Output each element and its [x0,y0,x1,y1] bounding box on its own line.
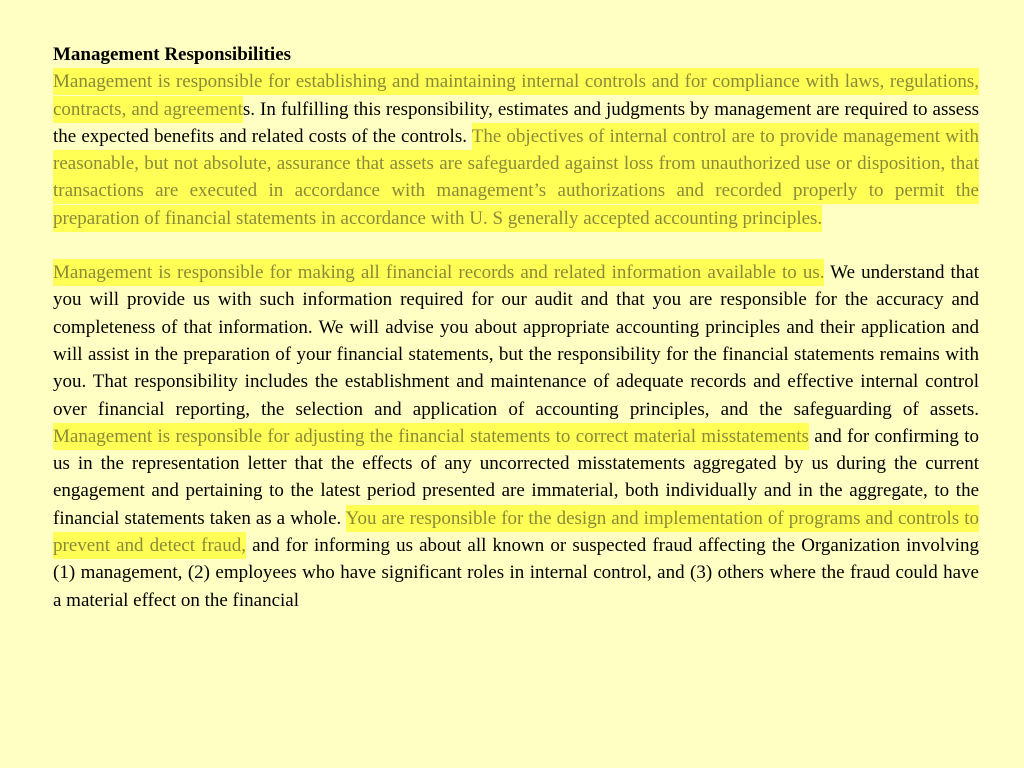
body-text: and for confirming to us in the representation letter that the effects of any uncorrected misstatements aggregated by us during the current engagement and pertaining to the latest period presented are immaterial, both individually and in the aggregate, to the financial statements taken as a whole. [53,425,979,529]
paragraph-internal-controls [53,68,979,232]
body-text: We understand that you will provide us with such information required for our audit and that you are responsible for the accuracy and completeness of that information. We will advise you about appropriate accounting principles and their application and will assist in the preparation of your financial statements, but the responsibility for the financial statements remains with you. That responsibility includes the establishment and maintenance of adequate records and effective internal control over financial reporting, the selection and application of accounting principles, and the safeguarding of assets. [53,262,979,420]
highlighted-text: You are responsible for the design and implementation of programs and controls to prevent and detect fraud, [53,505,979,559]
document-page [53,41,979,614]
highlighted-text: Management is responsible for establishing and maintaining internal controls and for compliance with laws, regulations, contracts, and agreement [53,68,979,122]
highlighted-text: The objectives of internal control are to provide management with reasonable, but not absolute, assurance that assets are safeguarded against loss from unauthorized use or disposition, that transactions are executed in accordance with management’s authorizations and recorded properly to permit the preparation of financial statements in accordance with U. S generally accepted accounting principles. [53,123,979,232]
highlighted-text: Management is responsible for adjusting the financial statements to correct material misstatements [53,423,809,450]
section-heading: Management Responsibilities [53,44,292,65]
body-text: and for informing us about all known or suspected fraud affecting the Organization involving (1) management, (2) employees who have significant roles in internal control, and (3) others where the fraud could have a material effect on the financial [53,535,979,611]
paragraph-financial-records [53,259,979,614]
highlighted-text: Management is responsible for making all financial records and related information available to us. [53,259,824,286]
body-text: s. In fulfilling this responsibility, estimates and judgments by management are required to assess the expected benefits and related costs of the controls. [53,98,979,147]
